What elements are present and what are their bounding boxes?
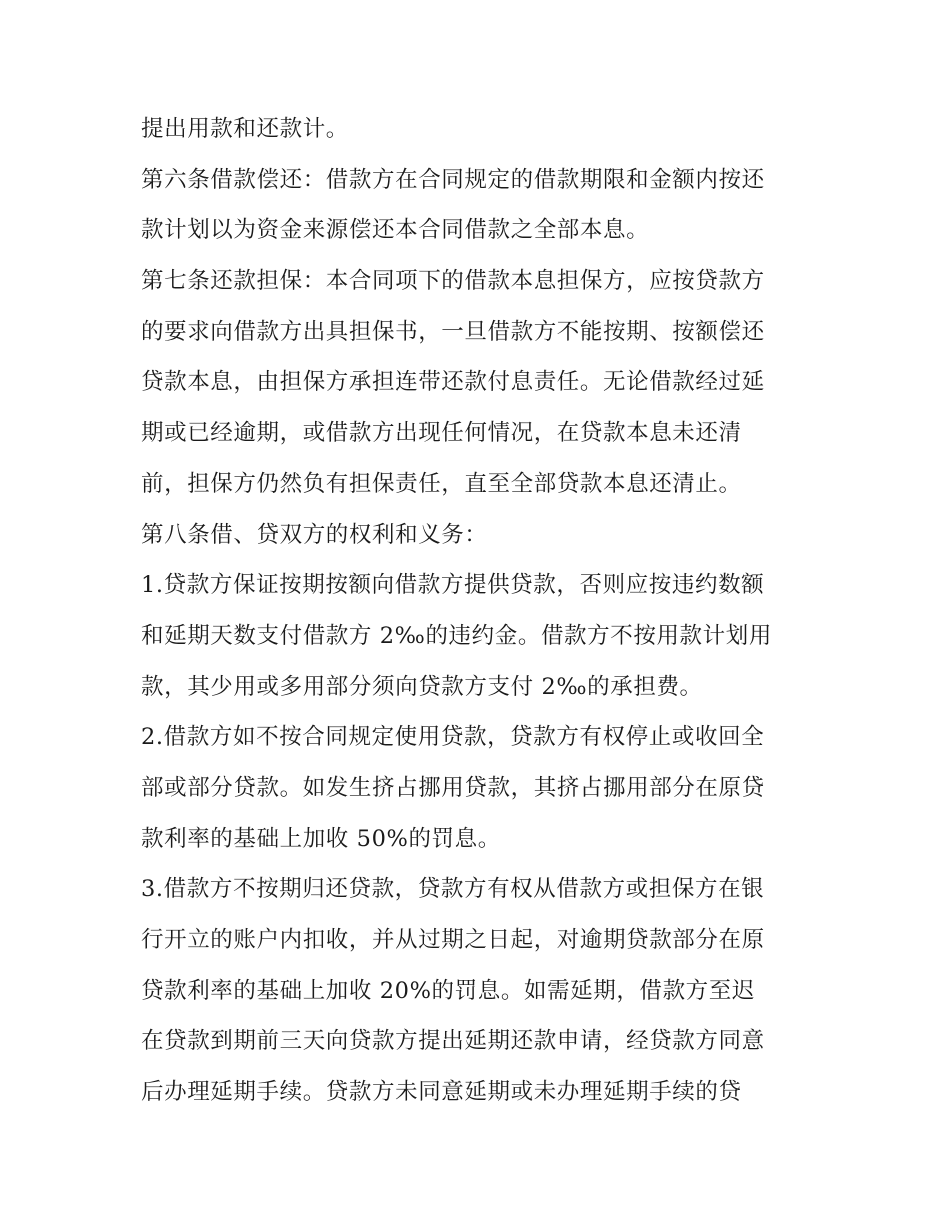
text-line: 贷款利率的基础上加收 20%的罚息。如需延期，借款方至迟 — [141, 977, 755, 1004]
text-line: 在贷款到期前三天向贷款方提出延期还款申请，经贷款方同意 — [141, 1028, 765, 1055]
text-line: 3.借款方不按期归还贷款，贷款方有权从借款方或担保方在银 — [141, 876, 765, 903]
text-line: 第八条借、贷双方的权利和义务： — [141, 521, 488, 548]
text-line: 款，其少用或多用部分须向贷款方支付 2‰的承担费。 — [141, 673, 703, 700]
text-line: 贷款本息，由担保方承担连带还款付息责任。无论借款经过延 — [141, 369, 765, 396]
text-line: 提出用款和还款计。 — [141, 116, 349, 142]
text-line: 的要求向借款方出具担保书，一旦借款方不能按期、按额偿还 — [141, 318, 765, 345]
text-line: 款计划以为资金来源偿还本合同借款之全部本息。 — [141, 217, 650, 244]
text-line: 第六条借款偿还：借款方在合同规定的借款期限和金额内按还 — [141, 166, 765, 193]
text-line: 和延期天数支付借款方 2‰的违约金。借款方不按用款计划用 — [141, 622, 772, 649]
text-line: 1.贷款方保证按期按额向借款方提供贷款，否则应按违约数额 — [141, 572, 765, 599]
text-line: 后办理延期手续。贷款方未同意延期或未办理延期手续的贷 — [141, 1079, 742, 1106]
text-line: 款利率的基础上加收 50%的罚息。 — [141, 825, 501, 852]
text-line: 第七条还款担保：本合同项下的借款本息担保方，应按贷款方 — [141, 268, 765, 295]
text-line: 部或部分贷款。如发生挤占挪用贷款，其挤占挪用部分在原贷 — [141, 774, 765, 801]
document-body — [141, 104, 821, 1118]
text-line: 2.借款方如不按合同规定使用贷款，贷款方有权停止或收回全 — [141, 724, 765, 751]
text-line: 前，担保方仍然负有担保责任，直至全部贷款本息还清止。 — [141, 470, 742, 497]
text-line: 行开立的账户内扣收，并从过期之日起，对逾期贷款部分在原 — [141, 927, 765, 953]
text-line: 期或已经逾期，或借款方出现任何情况，在贷款本息未还清 — [141, 420, 742, 447]
